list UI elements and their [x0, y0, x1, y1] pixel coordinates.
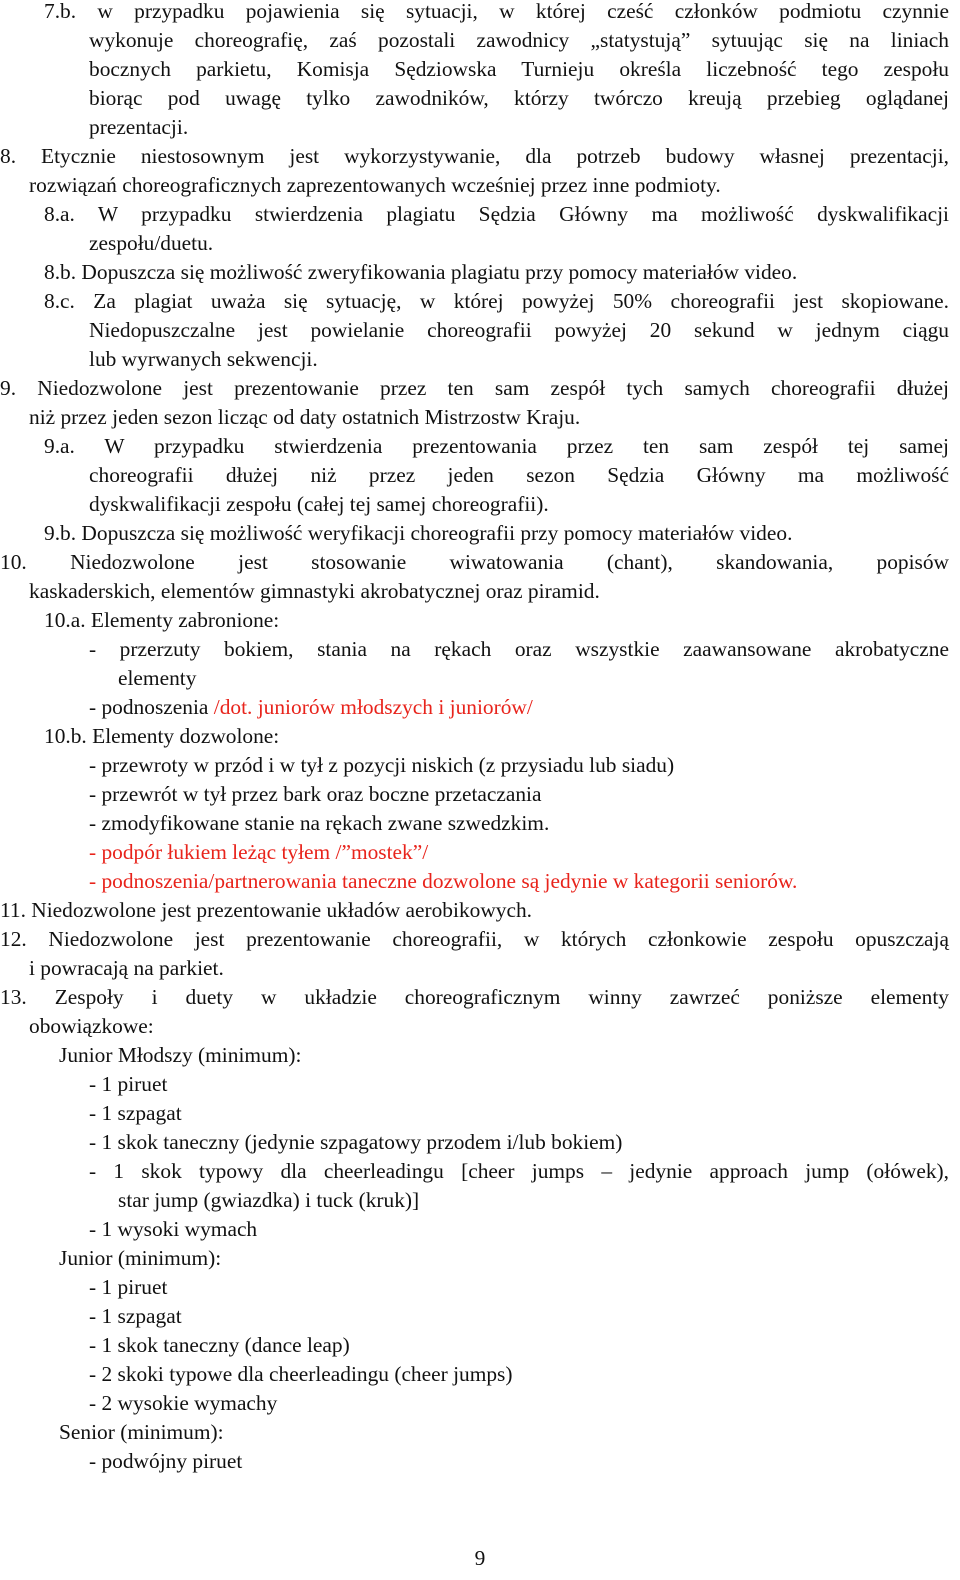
paragraph-8c-line-2: Niedopuszczalne jest powielanie choreografii powyżej 20 sekund w jednym ciągu — [89, 318, 949, 342]
paragraph-7b-line-2: wykonuje choreografię, zaś pozostali zawodnicy „statystują” sytuując się na liniach — [89, 28, 949, 52]
junior-mlodszy-item-1: - 1 piruet — [89, 1072, 168, 1096]
forbidden-item-1-line-1: - przerzuty bokiem, stania na rękach oraz wszystkie zaawansowane akrobatyczne — [89, 637, 949, 661]
paragraph-9-line-2: niż przez jeden sezon licząc od daty ostatnich Mistrzostw Kraju. — [29, 405, 581, 429]
junior-item-2: - 1 szpagat — [89, 1304, 182, 1328]
page-number: 9 — [474, 1546, 486, 1570]
forbidden-item-2-note: /dot. juniorów młodszych i juniorów/ — [213, 695, 533, 719]
junior-item-3: - 1 skok taneczny (dance leap) — [89, 1333, 350, 1357]
paragraph-10-line-2: kaskaderskich, elementów gimnastyki akrobatycznej oraz piramid. — [29, 579, 600, 603]
paragraph-11-line-1: 11. Niedozwolone jest prezentowanie układów aerobikowych. — [0, 898, 533, 922]
senior-item-1: - podwójny piruet — [89, 1449, 243, 1473]
paragraph-8-line-2: rozwiązań choreograficznych zaprezentowanych wcześniej przez inne podmioty. — [29, 173, 721, 197]
paragraph-9a-line-1: 9.a. W przypadku stwierdzenia prezentowania przez ten sam zespół tej samej — [44, 434, 949, 458]
junior-mlodszy-item-4-line-2: star jump (gwiazdka) i tuck (kruk)] — [118, 1188, 420, 1212]
forbidden-item-2 — [89, 693, 533, 722]
junior-mlodszy-item-4-line-1: - 1 skok typowy dla cheerleadingu [cheer jumps – jedynie approach jump (ołówek), — [89, 1159, 949, 1183]
paragraph-9-line-1: 9. Niedozwolone jest prezentowanie przez ten sam zespół tych samych choreografii dłużej — [0, 376, 949, 400]
paragraph-8a-line-2: zespołu/duetu. — [89, 231, 214, 255]
paragraph-8c-line-1: 8.c. Za plagiat uważa się sytuację, w której powyżej 50% choreografii jest skopiowane. — [44, 289, 949, 313]
paragraph-12-line-1: 12. Niedozwolone jest prezentowanie choreografii, w których członkowie zespołu opuszczają — [0, 927, 949, 951]
paragraph-8a-line-1: 8.a. W przypadku stwierdzenia plagiatu Sędzia Główny ma możliwość dyskwalifikacji — [44, 202, 949, 226]
junior-item-5: - 2 wysokie wymachy — [89, 1391, 278, 1415]
allowed-item-2: - przewrót w tył przez bark oraz boczne przetaczania — [89, 782, 542, 806]
paragraph-13-line-2: obowiązkowe: — [29, 1014, 154, 1038]
forbidden-item-1-line-2: elementy — [118, 666, 197, 690]
paragraph-8-line-1: 8. Etycznie niestosownym jest wykorzystywanie, dla potrzeb budowy własnej prezentacji, — [0, 144, 949, 168]
junior-item-1: - 1 piruet — [89, 1275, 168, 1299]
paragraph-7b-line-4: biorąc pod uwagę tylko zawodników, którzy twórczo kreują przebieg oglądanej — [89, 86, 949, 110]
paragraph-9a-line-3: dyskwalifikacji zespołu (całej tej samej choreografii). — [89, 492, 549, 516]
paragraph-12-line-2: i powracają na parkiet. — [29, 956, 224, 980]
allowed-item-1: - przewroty w przód i w tył z pozycji niskich (z przysiadu lub siadu) — [89, 753, 675, 777]
paragraph-7b-line-3: bocznych parkietu, Komisja Sędziowska Turnieju określa liczebność tego zespołu — [89, 57, 949, 81]
paragraph-7b-line-5: prezentacji. — [89, 115, 189, 139]
forbidden-item-2-text: - podnoszenia — [89, 695, 214, 719]
paragraph-10-line-1: 10. Niedozwolone jest stosowanie wiwatowania (chant), skandowania, popisów — [0, 550, 949, 574]
senior-heading: Senior (minimum): — [59, 1420, 224, 1444]
junior-mlodszy-item-3: - 1 skok taneczny (jedynie szpagatowy przodem i/lub bokiem) — [89, 1130, 623, 1154]
allowed-item-4: - podpór łukiem leżąc tyłem /”mostek”/ — [89, 840, 429, 864]
forbidden-elements-heading: 10.a. Elementy zabronione: — [44, 608, 280, 632]
allowed-item-5: - podnoszenia/partnerowania taneczne dozwolone są jedynie w kategorii seniorów. — [89, 869, 798, 893]
paragraph-9b-line-1: 9.b. Dopuszcza się możliwość weryfikacji choreografii przy pomocy materiałów video. — [44, 521, 793, 545]
allowed-item-3: - zmodyfikowane stanie na rękach zwane szwedzkim. — [89, 811, 550, 835]
paragraph-9a-line-2: choreografii dłużej niż przez jeden sezon Sędzia Główny ma możliwość — [89, 463, 949, 487]
paragraph-13-line-1: 13. Zespoły i duety w układzie choreograficznym winny zawrzeć poniższe elementy — [0, 985, 949, 1009]
paragraph-8c-line-3: lub wyrwanych sekwencji. — [89, 347, 318, 371]
junior-mlodszy-item-5: - 1 wysoki wymach — [89, 1217, 258, 1241]
junior-mlodszy-item-2: - 1 szpagat — [89, 1101, 182, 1125]
junior-item-4: - 2 skoki typowe dla cheerleadingu (cheer jumps) — [89, 1362, 513, 1386]
paragraph-7b-line-1: 7.b. w przypadku pojawienia się sytuacji, w której cześć członków podmiotu czynnie — [44, 0, 949, 23]
paragraph-8b-line-1: 8.b. Dopuszcza się możliwość zweryfikowania plagiatu przy pomocy materiałów video. — [44, 260, 798, 284]
junior-heading: Junior (minimum): — [59, 1246, 222, 1270]
junior-mlodszy-heading: Junior Młodszy (minimum): — [59, 1043, 302, 1067]
allowed-elements-heading: 10.b. Elementy dozwolone: — [44, 724, 280, 748]
